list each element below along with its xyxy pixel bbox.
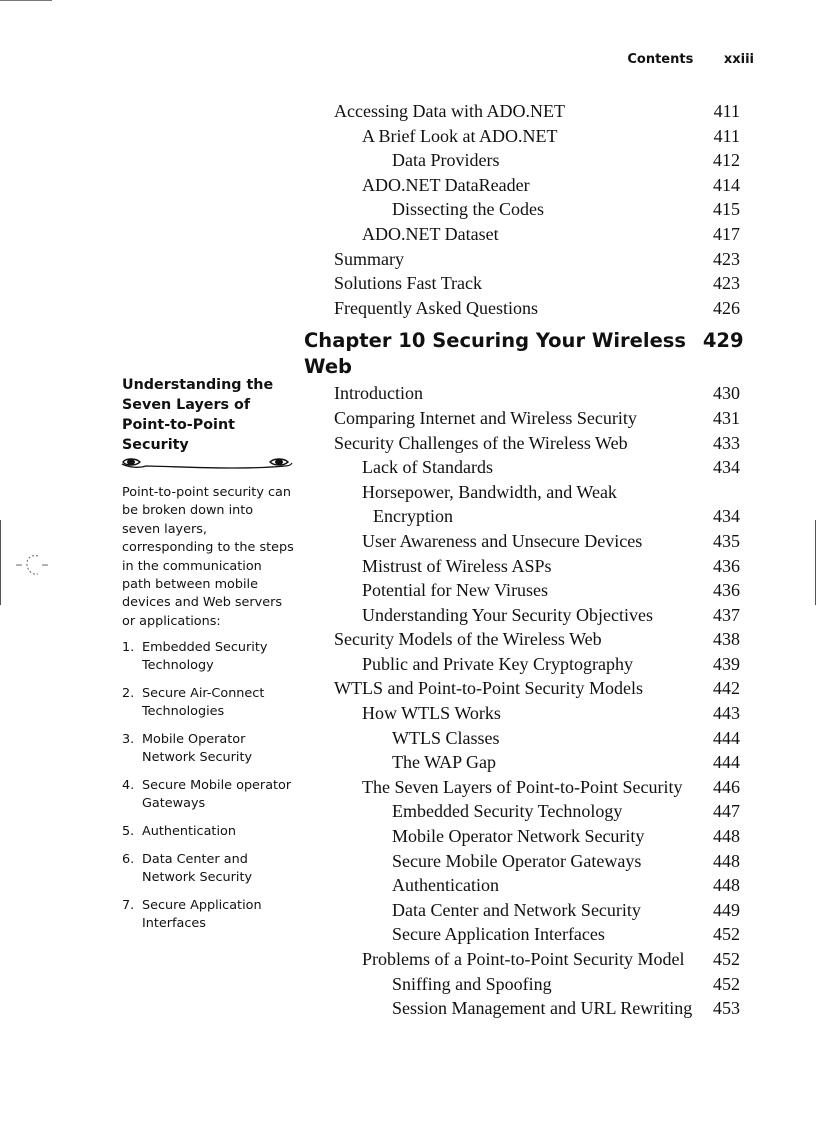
toc-entry [304,824,740,849]
running-head-title: Contents [627,52,694,67]
sidebar-list-number: 4. [122,778,135,794]
toc-entry-title: How WTLS Works [362,703,501,724]
toc-entry-page: 434 [713,506,740,527]
toc-entry [304,799,740,824]
crop-mark [0,520,1,605]
toc-entry [304,701,740,726]
toc-entry-title: Comparing Internet and Wireless Security [334,407,637,428]
toc-entry-title: Horsepower, Bandwidth, and Weak [362,481,617,502]
toc-entry-title: Chapter 10 Securing Your Wireless Web [304,329,687,379]
eye-rule-icon [120,458,294,476]
toc-entry-title: Dissecting the Codes [392,199,544,220]
sidebar-list [122,639,294,933]
table-of-contents [304,99,744,1021]
toc-entry-title: Summary [334,248,404,269]
toc-entry-title: Lack of Standards [362,457,493,478]
toc-entry [304,726,740,751]
toc-entry-title: Mistrust of Wireless ASPs [362,555,552,576]
sidebar-list-text: Data Center and Network Security [142,852,253,886]
toc-entry [304,173,740,198]
toc-entry-page: 444 [713,752,740,773]
toc-entry [304,849,740,874]
sidebar-list-number: 5. [122,824,135,840]
toc-entry-page: 443 [713,703,740,724]
sidebar-list-number: 6. [122,852,135,868]
toc-entry-title: Embedded Security Technology [392,801,623,822]
toc-entry-title: Security Challenges of the Wireless Web [334,432,628,453]
toc-entry [304,197,740,222]
toc-entry-page: 452 [713,924,740,945]
toc-entry-page: 444 [713,727,740,748]
toc-entry-page: 430 [713,383,740,404]
toc-entry [304,947,740,972]
sidebar-list-item [122,823,294,841]
toc-entry-title: The WAP Gap [392,752,496,773]
toc-entry [304,431,740,456]
toc-entry-page: 446 [713,776,740,797]
sidebar-list-text: Secure Air-Connect Technologies [142,686,265,720]
toc-entry-page: 423 [713,248,740,269]
toc-entry-title: Potential for New Viruses [362,580,549,601]
toc-entry [304,148,740,173]
toc-entry [304,922,740,947]
toc-entry-page: 437 [713,604,740,625]
toc-entry-title: Session Management and URL Rewriting [392,998,693,1019]
toc-entry [304,480,740,505]
toc-entry [304,972,740,997]
sidebar-list-text: Mobile Operator Network Security [142,732,253,766]
toc-entry-page: 442 [713,678,740,699]
crop-mark [0,0,52,1]
toc-entry-title: A Brief Look at ADO.NET [362,125,558,146]
toc-entry-title: Frequently Asked Questions [334,297,538,318]
toc-entry-title: Accessing Data with ADO.NET [334,101,565,121]
toc-entry-page: 429 [702,329,744,353]
toc-entry-page: 435 [713,530,740,551]
sidebar-list-number: 1. [122,640,135,656]
toc-entry [304,603,740,628]
toc-entry-title: Data Center and Network Security [392,899,641,920]
toc-entry [304,627,740,652]
sidebar-list-number: 7. [122,898,135,914]
sidebar-list-number: 2. [122,686,135,702]
toc-entry [304,455,740,480]
toc-entry [304,222,740,247]
toc-entry [304,578,740,603]
toc-entry-page: 423 [713,273,740,294]
toc-entry [304,99,740,124]
toc-entry-title: Solutions Fast Track [334,273,483,294]
toc-entry-title: Security Models of the Wireless Web [334,629,602,650]
running-head [627,52,754,67]
sidebar-list-item [122,851,294,887]
sidebar-list-item [122,731,294,767]
toc-entry-title: Authentication [392,875,499,896]
toc-entry-page: 431 [713,407,740,428]
toc-entry [304,296,740,321]
chapter-heading [304,328,744,380]
toc-entry-title: Encryption [373,506,453,527]
sidebar-text: Point-to-point security can be broken down into seven layers, corresponding to the steps in the communication path between mobile devices and Web servers or applications: [122,485,294,629]
toc-entry [304,898,740,923]
sidebar-list-item [122,685,294,721]
toc-entry-page: 448 [713,826,740,847]
toc-entry-page: 448 [713,875,740,896]
toc-entry-page: 412 [713,150,740,171]
toc-entry-page: 436 [713,555,740,576]
sidebar-list-item [122,777,294,813]
toc-entry [304,652,740,677]
toc-entry-title: ADO.NET Dataset [362,223,499,244]
toc-entry [304,406,740,431]
toc-entry-title: Problems of a Point-to-Point Security Model [362,949,685,969]
toc-entry [304,996,740,1021]
toc-entry-title: ADO.NET DataReader [362,174,530,195]
toc-entry-page: 447 [713,801,740,822]
toc-entry [304,271,740,296]
toc-entry-title: Introduction [334,383,423,404]
toc-entry-page: 452 [713,973,740,994]
toc-entry-page: 448 [713,850,740,871]
toc-entry-title: WTLS and Point-to-Point Security Models [334,678,643,699]
toc-entry [304,504,740,529]
toc-entry-page: 434 [713,457,740,478]
toc-entry-page: 453 [713,998,740,1019]
toc-entry [304,124,740,149]
sidebar-list-text: Authentication [142,824,236,840]
sidebar-note [122,375,294,943]
toc-entry-title: Data Providers [392,150,500,171]
toc-entry [304,750,740,775]
toc-entry-title: WTLS Classes [392,727,500,748]
toc-entry-title: Understanding Your Security Objectives [362,604,653,625]
toc-entry-page: 439 [713,653,740,674]
running-head-page-number: xxiii [723,52,754,67]
sidebar-list-text: Secure Application Interfaces [142,898,262,932]
toc-entry-page: 417 [713,223,740,244]
toc-entry [304,873,740,898]
toc-entry-page: 411 [713,125,740,146]
toc-entry-page: 426 [713,297,740,318]
sidebar-list-item [122,639,294,675]
toc-entry-title: Secure Application Interfaces [392,924,605,945]
toc-entry-title: Sniffing and Spoofing [392,973,552,994]
sidebar-title: Understanding the Seven Layers of Point-to-Point Security [122,377,274,453]
registration-mark-icon [14,550,50,580]
sidebar-list-item [122,897,294,933]
toc-entry-title: Public and Private Key Cryptography [362,653,633,674]
toc-entry-page: 452 [713,949,740,969]
sidebar-list-text: Embedded Security Technology [142,640,268,674]
toc-entry [304,529,740,554]
toc-entry [304,554,740,579]
toc-entry-page: 411 [713,101,740,121]
toc-entry-title: Mobile Operator Network Security [392,826,645,847]
sidebar-list-number: 3. [122,732,135,748]
toc-entry-page: 415 [713,199,740,220]
toc-entry-title: User Awareness and Unsecure Devices [362,530,643,551]
toc-entry-title: The Seven Layers of Point-to-Point Security [362,776,683,797]
toc-entry-page: 414 [713,174,740,195]
toc-entry [304,247,740,272]
toc-entry-page: 436 [713,580,740,601]
toc-entry-page: 449 [713,899,740,920]
toc-entry-title: Secure Mobile Operator Gateways [392,850,642,871]
toc-entry [304,775,740,800]
toc-entry-page: 438 [713,629,740,650]
sidebar-list-text: Secure Mobile operator Gateways [142,778,292,812]
toc-entry-page: 433 [713,432,740,453]
toc-entry [304,676,740,701]
toc-entry [304,381,740,406]
